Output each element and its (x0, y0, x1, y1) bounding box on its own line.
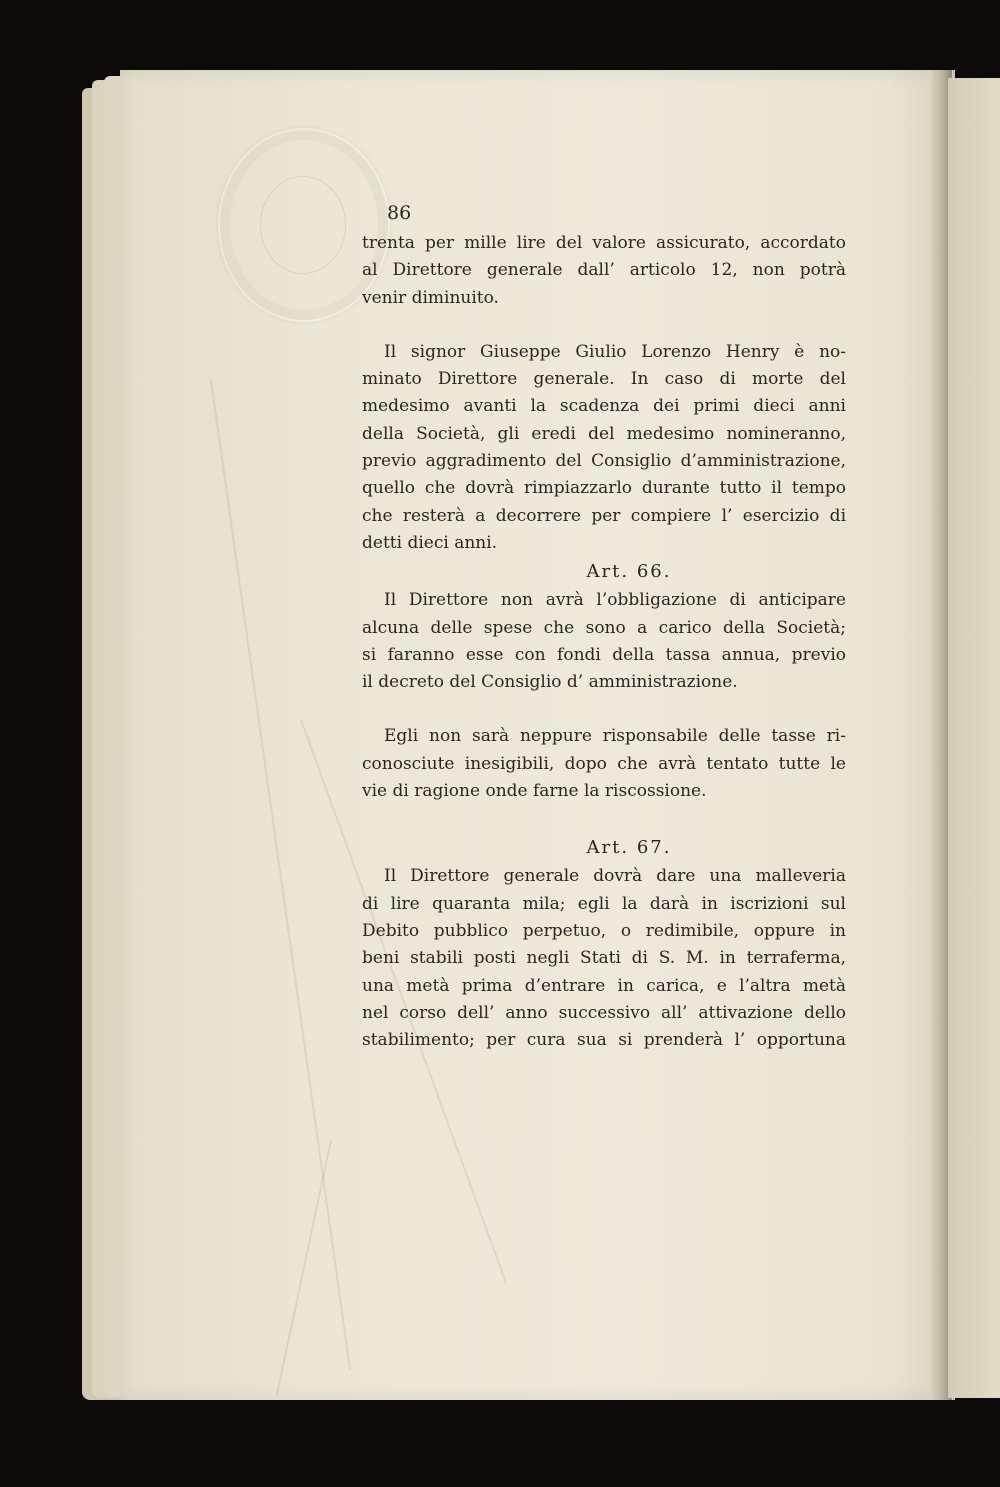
text-line: quello che dovrà rimpiazzarlo durante tutto il tempo (362, 478, 846, 499)
text-line: nel corso dell’ anno successivo all’ attivazione dello (362, 1002, 846, 1023)
article-67-heading: Art. 67. (586, 837, 672, 859)
text-line: Il Direttore generale dovrà dare una malleveria (384, 866, 846, 887)
seal-center (260, 176, 346, 274)
page-number: 86 (387, 202, 412, 224)
text-line: medesimo avanti la scadenza dei primi dieci anni (362, 396, 846, 417)
text-line: stabilimento; per cura sua si prenderà l’ opportuna (362, 1030, 846, 1051)
text-line: una metà prima d’entrare in carica, e l’altra metà (362, 975, 846, 996)
paragraph (362, 863, 846, 1054)
text-line: che resterà a decorrere per compiere l’ esercizio di (362, 505, 846, 526)
text-line: minato Direttore generale. In caso di morte del (362, 369, 846, 390)
paragraph (362, 339, 846, 557)
article-66-heading: Art. 66. (586, 561, 672, 583)
page-text-block (362, 196, 846, 1054)
text-line: conosciute inesigibili, dopo che avrà tentato tutte le (362, 753, 846, 774)
text-line: previo aggradimento del Consiglio d’amministrazione, (362, 451, 846, 472)
text-line: beni stabili posti negli Stati di S. M. in terraferma, (362, 948, 846, 969)
text-line: della Società, gli eredi del medesimo nomineranno, (362, 423, 846, 444)
paragraph (362, 587, 846, 696)
text-line: si faranno esse con fondi della tassa annua, previo (362, 644, 846, 665)
text-line: alcuna delle spese che sono a carico della Società; (362, 617, 846, 638)
text-line: Il Direttore non avrà l’obbligazione di anticipare (384, 590, 846, 611)
text-line: il decreto del Consiglio d’ amministrazione. (362, 672, 738, 693)
paragraph (362, 723, 846, 805)
text-line: Egli non sarà neppure risponsabile delle tasse ri- (384, 726, 846, 747)
text-line: Il signor Giuseppe Giulio Lorenzo Henry è no- (384, 341, 846, 362)
text-line: detti dieci anni. (362, 532, 498, 553)
facing-page-edge (948, 78, 1000, 1398)
text-line: Debito pubblico perpetuo, o redimibile, oppure in (362, 920, 846, 941)
text-line: vie di ragione onde farne la riscossione. (362, 781, 707, 802)
text-line: trenta per mille lire del valore assicurato, accordato (362, 233, 846, 253)
paragraph (362, 230, 846, 312)
text-line: venir diminuito. (362, 287, 499, 308)
text-line: di lire quaranta mila; egli la darà in iscrizioni sul (362, 893, 846, 914)
text-line: al Direttore generale dall’ articolo 12, non potrà (362, 260, 846, 281)
